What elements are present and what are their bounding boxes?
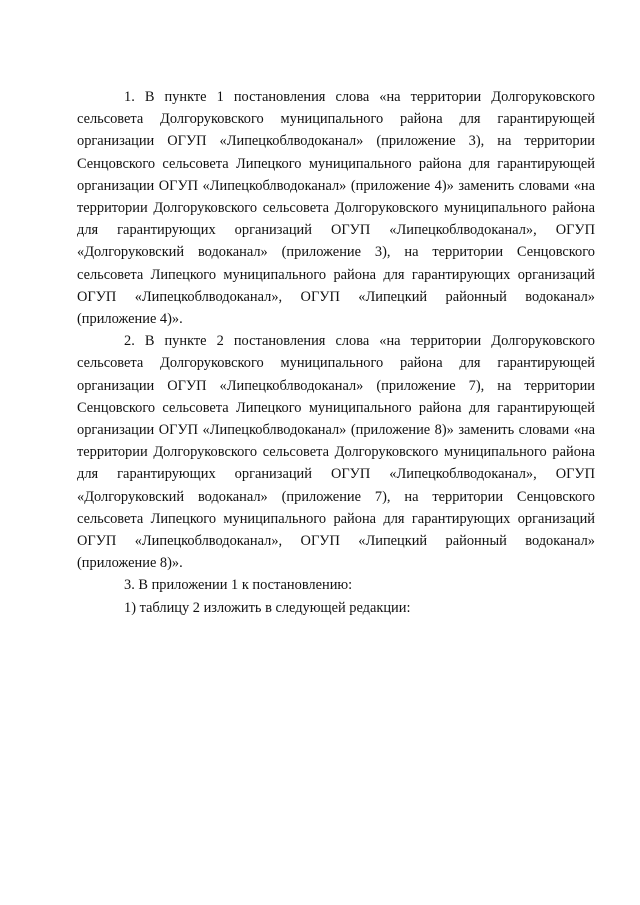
paragraph-item-2: 2. В пункте 2 постановления слова «на территории Долгоруковского сельсовета Долгоруковского муниципального района для гарантирующей организации ОГУП «Липецкоблводоканал» (приложение 7), на территории Сенцовского сельсовета Липецкого муниципального района для гарантирующей организации ОГУП «Липецкоблводоканал» (приложение 8)» заменить словами «на территории Долгоруковского сельсовета Долгоруковского муниципального района для гарантирующих организаций ОГУП «Липецкоблводоканал», ОГУП «Долгоруковский водоканал» (приложение 7), на территории Сенцовского сельсовета Липецкого муниципального района для гарантирующих организаций ОГУП «Липецкоблводоканал», ОГУП «Липецкий районный водоканал» (приложение 8)».: [77, 333, 595, 572]
paragraph-item-3: 3. В приложении 1 к постановлению:: [124, 577, 353, 594]
paragraph-item-1: 1. В пункте 1 постановления слова «на территории Долгоруковского сельсовета Долгоруковского муниципального района для гарантирующей организации ОГУП «Липецкоблводоканал» (приложение 3), на территории Сенцовского сельсовета Липецкого муниципального района для гарантирующей организации ОГУП «Липецкоблводоканал» (приложение 4)» заменить словами «на территории Долгоруковского сельсовета Долгоруковского муниципального района для гарантирующих организаций ОГУП «Липецкоблводоканал», ОГУП «Долгоруковский водоканал» (приложение 3), на территории Сенцовского сельсовета Липецкого муниципального района для гарантирующих организаций ОГУП «Липецкоблводоканал», ОГУП «Липецкий районный водоканал» (приложение 4)».: [77, 89, 595, 328]
paragraph-table-instruction: 1) таблицу 2 изложить в следующей редакции:: [124, 599, 411, 616]
document-body: [77, 86, 595, 619]
